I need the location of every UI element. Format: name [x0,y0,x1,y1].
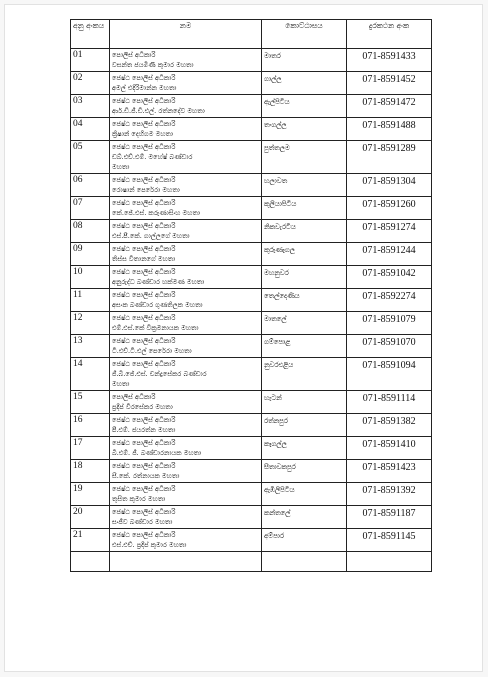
officer-name [110,506,262,529]
officer-name [110,95,262,118]
division-name: හලාවත [262,174,347,197]
officer-name-line: වසන්ත ජයමිණී කුමාර මහතා [112,61,194,69]
phone-number: 071-8591042 [347,266,432,289]
officer-name-line: ජෙෂ්ඨ පොලිස් අධිකාරි [112,97,176,105]
table-header-row [71,20,432,49]
officer-name-line: ජෙෂ්ඨ පොලිස් අධිකාරි [112,360,176,368]
officer-name-line: ජී.බී.ජේ.එස්. චන්ද්‍රසේකර බණ්ඩාර [112,370,207,378]
officer-name-line: ජෙෂ්ඨ පොලිස් අධිකාරි [112,222,176,230]
table-row [71,437,432,460]
row-number: 11 [71,289,110,312]
officer-name [110,312,262,335]
row-number: 01 [71,49,110,72]
header-name: නම [110,20,262,49]
officer-name-line: ජෙෂ්ඨ පොලිස් අධිකාරි [112,531,176,539]
table-row [71,460,432,483]
officer-name-line: ආර්.ඩී.ජී.ඩී.එල්. රත්නදේව මහතා [112,107,205,115]
officer-name-line: ඩබ්.එච්.එම්. මහේෂ් බණ්ඩාර [112,153,193,161]
division-name: ගම්පොළ [262,335,347,358]
officer-name [110,460,262,483]
officer-name [110,358,262,391]
officer-name [110,72,262,95]
officer-name-line: ජෙෂ්ඨ පොලිස් අධිකාරි [112,74,176,82]
officer-name-line: තිස්ස වීතානගේ මහතා [112,255,176,263]
officer-name-line: අනුරුද්ධ බණ්ඩාර හක්මණ මහතා [112,278,205,286]
phone-number: 071-8591410 [347,437,432,460]
officer-name-line: ක්‍රිෂාන් දෙහිගම මහතා [112,130,174,138]
table-row [71,312,432,335]
row-number: 04 [71,118,110,141]
empty-cell [110,552,262,572]
officer-name-line: සංජීව බණ්ඩාර මහතා [112,518,173,526]
table-row [71,174,432,197]
officer-name-line: එස්.පී.කේ. ගාල්ලගේ මහතා [112,232,190,240]
phone-number: 071-8591289 [347,141,432,174]
division-name: රත්නපුර [262,414,347,437]
empty-cell [347,552,432,572]
officer-name-line: අමල් එදිරිමාන්න මහතා [112,84,177,92]
officer-name-line: කේ.ජේ.එස්. කරුණාසිංහ මහතා [112,209,200,217]
officer-name-line: ජෙෂ්ඨ පොලිස් අධිකාරි [112,439,176,447]
officer-name-line: තුසිත කුමාර මහතා [112,495,166,503]
officer-name-line: ජෙෂ්ඨ පොලිස් අධිකාරි [112,337,176,345]
officer-name [110,49,262,72]
table-row [71,391,432,414]
table-row [71,335,432,358]
row-number: 10 [71,266,110,289]
table-row [71,197,432,220]
document-page [4,4,483,672]
officer-name-line: ජෙෂ්ඨ පොලිස් අධිකාරි [112,120,176,128]
row-number: 13 [71,335,110,358]
phone-number: 071-8591244 [347,243,432,266]
officer-name-line: ජෙෂ්ඨ පොලිස් අධිකාරි [112,291,176,299]
table-row [71,72,432,95]
table-row [71,358,432,391]
officer-name [110,118,262,141]
row-number: 12 [71,312,110,335]
officer-name-line: ජෙෂ්ඨ පොලිස් අධිකාරි [112,143,176,151]
officer-name-line: මහතා [112,163,130,171]
table-row [71,483,432,506]
officer-name [110,483,262,506]
officer-name [110,141,262,174]
row-number: 18 [71,460,110,483]
phone-number: 071-8591094 [347,358,432,391]
row-number: 14 [71,358,110,391]
header-division: කොට්ඨාසය [262,20,347,49]
table-row [71,289,432,312]
table-row [71,529,432,552]
officer-name-line: බී.එම්. ජී. බණ්ඩාරනායක මහතා [112,449,202,457]
row-number: 15 [71,391,110,414]
officer-name-line: සී.කේ. රත්නායක මහතා [112,472,180,480]
officer-name-line: පී.එම්. ජයරත්න මහතා [112,426,176,434]
division-name: මාතර [262,49,347,72]
division-name: නුවරඑළිය [262,358,347,391]
division-name: ඇඹිලිපිටිය [262,483,347,506]
phone-number: 071-8591187 [347,506,432,529]
phone-number: 071-8591392 [347,483,432,506]
phone-number: 071-8591452 [347,72,432,95]
header-number: අනු අංකය [71,20,110,49]
empty-cell [71,552,110,572]
row-number: 07 [71,197,110,220]
phone-number: 071-8591079 [347,312,432,335]
phone-number: 071-8591260 [347,197,432,220]
division-name: කුරුණෑගල [262,243,347,266]
division-name: හැටන් [262,391,347,414]
division-name: කුලියාපිටිය [262,197,347,220]
officer-name-line: ජෙෂ්ඨ පොලිස් අධිකාරි [112,314,176,322]
officer-name-line: රොෂාන් පෙරේරා මහතා [112,186,180,194]
officer-name-line: පොලිස් අධිකාරි [112,51,156,59]
phone-number: 071-8591382 [347,414,432,437]
row-number: 02 [71,72,110,95]
officer-name-line: ප්‍රදීප් වීරසේකර මහතා [112,403,173,411]
division-name: පුත්තලම [262,141,347,174]
division-name: මාතලේ [262,312,347,335]
table-row [71,118,432,141]
officer-name-line: ජෙෂ්ඨ පොලිස් අධිකාරි [112,462,176,470]
table-row [71,243,432,266]
officer-name-line: ජෙෂ්ඨ පොලිස් අධිකාරි [112,416,176,424]
row-number: 16 [71,414,110,437]
officer-name-line: ජෙෂ්ඨ පොලිස් අධිකාරි [112,485,176,493]
division-name: කෑගල්ල [262,437,347,460]
officer-name [110,335,262,358]
officer-name [110,437,262,460]
row-number: 05 [71,141,110,174]
row-number: 03 [71,95,110,118]
officer-name-line: ජෙෂ්ඨ පොලිස් අධිකාරි [112,508,176,516]
officer-name [110,391,262,414]
phone-number: 071-8592274 [347,289,432,312]
division-name: ගාල්ල [262,72,347,95]
phone-number: 071-8591274 [347,220,432,243]
officer-name-line: ජෙෂ්ඨ පොලිස් අධිකාරි [112,245,176,253]
table-row [71,506,432,529]
division-name: තංගල්ල [262,118,347,141]
officer-name [110,414,262,437]
phone-number: 071-8591145 [347,529,432,552]
table-row [71,141,432,174]
row-number: 08 [71,220,110,243]
row-number: 21 [71,529,110,552]
officer-name [110,243,262,266]
division-name: අම්පාර [262,529,347,552]
phone-number: 071-8591472 [347,95,432,118]
table-row [71,49,432,72]
division-name: ඇල්පිටිය [262,95,347,118]
division-name: නිකවැරටිය [262,220,347,243]
officer-name-line: ටී.එච්.ටී.එල් පෙරේරා මහතා [112,347,192,355]
row-number: 06 [71,174,110,197]
phone-number: 071-8591423 [347,460,432,483]
phone-number: 071-8591070 [347,335,432,358]
phone-number: 071-8591488 [347,118,432,141]
officer-name [110,266,262,289]
empty-cell [262,552,347,572]
phone-number: 071-8591304 [347,174,432,197]
phone-number: 071-8591114 [347,391,432,414]
phone-number: 071-8591433 [347,49,432,72]
officer-name-line: මහතා [112,380,130,388]
officer-name-line: ජෙෂ්ඨ පොලිස් අධිකාරි [112,268,176,276]
officer-name-line: අසංක බණ්ඩාර ගුණතිලක මහතා [112,301,203,309]
officer-name [110,197,262,220]
row-number: 09 [71,243,110,266]
officer-name-line: පොලිස් අධිකාරි [112,393,156,401]
row-number: 17 [71,437,110,460]
header-phone: දුරකථන අංක [347,20,432,49]
table-row [71,220,432,243]
division-name: සීතාවකපුර [262,460,347,483]
row-number: 20 [71,506,110,529]
table-row [71,266,432,289]
division-name: තෙල්දෙණිය [262,289,347,312]
table-row [71,95,432,118]
division-name: කන්තලේ [262,506,347,529]
officer-name-line: එම්.එස්.කේ වික්‍රමනායක මහතා [112,324,199,332]
division-name: මහනුවර [262,266,347,289]
officer-name [110,174,262,197]
officer-name [110,289,262,312]
officer-name-line: ජෙෂ්ඨ පොලිස් අධිකාරි [112,199,176,207]
officer-name-line: එස්.එච්. ප්‍රදීප් කුමාර මහතා [112,541,187,549]
table-row-empty [71,552,432,572]
table-row [71,414,432,437]
officer-name-line: ජෙෂ්ඨ පොලිස් අධිකාරි [112,176,176,184]
officer-name [110,220,262,243]
row-number: 19 [71,483,110,506]
officer-name [110,529,262,552]
officers-table [70,19,432,572]
